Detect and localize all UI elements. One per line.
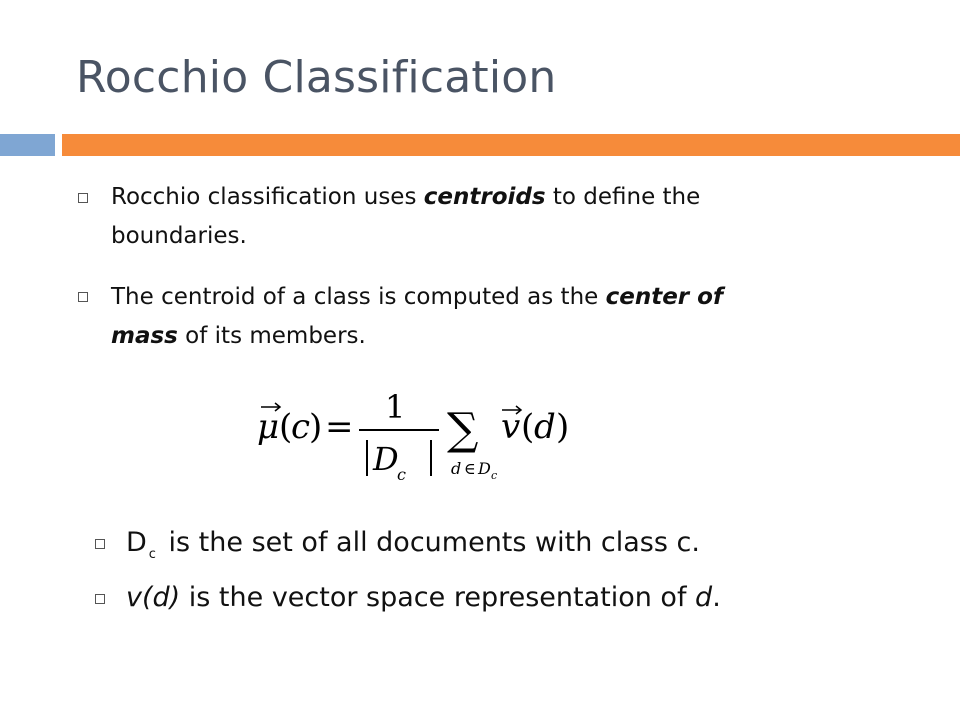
formula-mu: μ: [257, 407, 280, 447]
accent-bar-blue: [0, 134, 55, 156]
svg-text:(: (: [521, 407, 535, 447]
def-2-end: .: [712, 582, 721, 613]
sum-symbol: ∑: [447, 404, 479, 455]
formula-numerator: 1: [385, 388, 406, 426]
svg-text:c: c: [291, 407, 311, 447]
bullet-1-pre: Rocchio classification uses: [111, 184, 424, 210]
def-1-sub: c: [148, 547, 156, 562]
bullet-square-icon: [95, 539, 105, 549]
bullet-2-line2-emphasis: mass: [111, 323, 178, 349]
page-title: Rocchio Classification: [76, 52, 557, 103]
svg-text:∈: ∈: [464, 459, 476, 478]
bullet-2-emphasis: center of: [605, 284, 723, 310]
svg-text:D: D: [478, 459, 491, 478]
bullet-1-post: to define the: [545, 184, 701, 210]
bullet-square-icon: [78, 292, 88, 302]
bullet-square-icon: [78, 193, 88, 203]
svg-text:c: c: [397, 465, 406, 484]
sum-subscript: d: [451, 459, 462, 478]
formula-equals: =: [325, 407, 354, 447]
def-2-var: v(d): [126, 582, 181, 613]
bullet-2-line2-post: of its members.: [177, 323, 366, 349]
svg-text:): ): [556, 407, 570, 447]
bullet-1-emphasis: centroids: [423, 184, 546, 210]
def-1-var: D: [126, 527, 147, 558]
def-1-desc: is the set of all documents with class c.: [159, 527, 700, 558]
def-2-desc: is the vector space representation of: [180, 582, 696, 613]
svg-text:d: d: [534, 407, 556, 447]
def-2-text: [126, 580, 906, 616]
formula-v: v: [501, 407, 521, 447]
bullet-1-text: [111, 178, 891, 256]
bullet-2-pre: The centroid of a class is computed as the: [111, 284, 606, 310]
accent-bar-orange: [62, 134, 960, 156]
svg-text:): ): [309, 407, 323, 447]
def-1-text: [126, 525, 886, 566]
def-2-var2: d: [695, 582, 713, 613]
formula-lhs-args: (: [279, 407, 293, 447]
svg-text:c: c: [491, 469, 498, 482]
formula-denominator: D: [373, 440, 399, 478]
bullet-square-icon: [95, 594, 105, 604]
bullet-2-text: [111, 278, 911, 356]
centroid-formula: [255, 380, 595, 485]
bullet-1-line2: boundaries.: [111, 223, 247, 249]
